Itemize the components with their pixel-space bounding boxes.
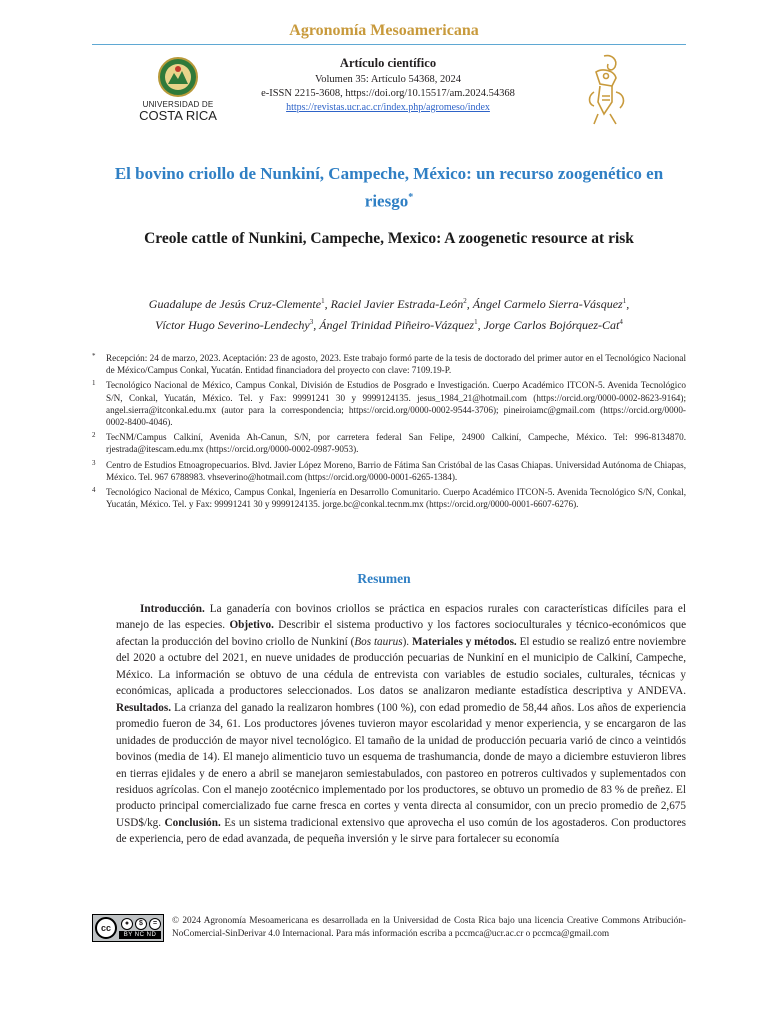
author-name: Ángel Trinidad Piñeiro-Vázquez [319,318,475,332]
university-logo [138,56,218,124]
author-name: Víctor Hugo Severino-Lendechy [155,318,310,332]
title-footnote-mark: * [408,192,414,203]
article-title-es [92,162,686,214]
article-title-en: Creole cattle of Nunkini, Campeche, Mexico: A zoogenetic resource at risk [144,230,634,247]
affiliation-item [92,459,686,483]
university-name-line1: UNIVERSIDAD DE [142,100,214,109]
header-rule [92,44,686,45]
affiliation-item [92,486,686,510]
author-name: Guadalupe de Jesús Cruz-Clemente [148,297,322,311]
results-label: Resultados. [116,701,172,714]
affiliation-mark: 4 [92,486,96,495]
journal-name: Agronomía Mesoamericana [289,22,479,39]
affiliation-text: TecNM/Campus Calkiní, Avenida Ah-Canun, S/N, por carretera federal San Felipe, 24900 Calkiní, Campeche, México. Tel: 996-8134870. rjestrada@itescam.edu.mx (https://orcid.org/0000-0002-0987-9053). [106,432,686,455]
affiliation-footnotes [92,352,686,513]
nc-icon: $ [135,918,147,930]
author-affil-mark: 3 [309,318,314,326]
affiliation-item [92,352,686,376]
affiliation-text: Recepción: 24 de marzo, 2023. Aceptación: 23 de agosto, 2023. Este trabajo formó parte de la tesis de doctorado del primer autor en el Tecnológico Nacional de México/Campus Conkal, Yucatán. Entidad financiadora del proyecto con clave: 7109.19-P. [106,353,686,376]
author-name: Raciel Javier Estrada-León [330,297,464,311]
mesoamerican-glyph-icon [582,52,632,126]
author-affil-mark: 2 [463,297,467,305]
author-affil-mark: 1 [622,297,627,305]
university-name-line2: COSTA RICA [139,108,217,123]
university-seal-icon [138,56,218,100]
affiliation-text: Tecnológico Nacional de México, Campus Conkal, Ingeniería en Desarrollo Comunitario. Cuerpo Académico ITCON-5. Avenida Tecnológico S/N, Conkal, Yucatán, México. Tel. y Fax: 99991241 30 y 9999124135. jorge.bc@conkal.tecnm.mx (https://orcid.org/0000-0001-6607-6276). [106,487,686,510]
methods-text: El estudio se realizó entre noviembre del 2020 a octubre del 2021, en nueve unidades de producción pecuarias de Nunkiní en el municipio de Calkiní, Campeche, México. La información se obtuvo de una cédula de entrevista con variables de estudio sociales, culturales, técnicas y económicas, aplicada a productores seleccionados. Los datos se analizaron mediante estadística descriptiva y ANDEVA. [116,635,686,698]
conclusion-label: Conclusión. [164,816,221,829]
volume-info: Volumen 35: Artículo 54368, 2024 [315,74,461,85]
title-es-text: El bovino criollo de Nunkiní, Campeche, México: un recurso zoogenético en riesgo [114,164,664,211]
journal-url-link[interactable]: https://revistas.ucr.ac.cr/index.php/agromeso/index [286,102,490,113]
author-affil-mark: 4 [619,318,623,326]
cc-terms-bar: BY NC ND [119,931,161,939]
cc-logo-icon: cc [95,917,117,939]
issn-doi: e-ISSN 2215-3608, https://doi.org/10.15517/am.2024.54368 [261,88,515,99]
author-name: Jorge Carlos Bojórquez-Cat [483,318,620,332]
nd-icon: = [149,918,161,930]
species-name: Bos taurus [354,635,403,648]
license-text: © 2024 Agronomía Mesoamericana es desarrollada en la Universidad de Costa Rica bajo una licencia Creative Commons Atribución-NoComercial-SinDerivar 4.0 Internacional. Para más información escriba a pccmca@ucr.ac.cr o pccmca@gmail.com [172,916,686,939]
author-affil-mark: 1 [321,297,325,305]
affiliation-mark: 2 [92,431,96,440]
affiliation-mark: 3 [92,458,96,467]
article-info [218,56,558,114]
journal-logo [582,52,632,126]
abstract-heading: Resumen [357,571,411,586]
author-affil-mark: 1 [474,318,478,326]
objective-text-end: ). [402,635,410,648]
intro-text: La ganadería con bovinos criollos se práctica en espacios rurales con características difíciles para el manejo de las especies. [116,603,686,632]
methods-label: Materiales y métodos. [411,635,517,648]
affiliation-text: Tecnológico Nacional de México, Campus Conkal, División de Estudios de Posgrado e Investigación. Cuerpo Académico ITCON-5. Avenida Tecnológico S/N, Conkal, Yucatán, México. Tel. y Fax: 99991241 30 y 9999124135. jesus_1984_21@hotmail.com (https://orcid.org/0000-0002-8623-9164); angel.sierra@itconkal.edu.mx (autor para la correspondencia; https://orcid.org/0000-0002-9544-3706); pineiroiamc@gmail.com (https://orcid.org/0000-0002-8400-4046). [106,380,686,428]
results-text: La crianza del ganado la realizaron hombres (100 %), con edad promedio de 58,44 años. Los años de experiencia promedio fueron de 34, 61. Los productores jóvenes tuvieron mayor escolaridad y menor experiencia, y se encargaron de las unidades de producción de mayor nivel tecnológico. El tamaño de la unidad de producción pecuaria varió de cinco a veintidós bovinos (media de 14). El manejo alimenticio tuvo un esquema de trashumancia, donde de mayo a diciembre estuvieron libres en tierras ejidales y de enero a abril se manejaron semiestabulados, con pastoreo en potreros cultivados y suplementados con residuos agrícolas. Con el manejo zootécnico implementado por los productores, se obtuvo un promedio de 83 % de preñez. El producto principal comercializado fue carne fresca en cortes y venta directa al consumidor, con un precio promedio de 2,675 USD$/kg. [116,701,686,829]
author-list: Guadalupe de Jesús Cruz-Clemente$^1$, Raciel Javier Estrada-León$^2$, Ángel Carmelo Sierra-Vásquez$^1$, Víctor Hugo Severino-Lendechy$^3$, Ángel Trinidad Piñeiro-Vázquez$^1$, Jorge Carlos Bojórquez-Cat$^4$ [148,297,630,332]
license-footer [92,914,686,944]
affiliation-text: Centro de Estudios Etnoagropecuarios. Blvd. Javier López Moreno, Barrio de Fátima San Cristóbal de las Casas Chiapas. Universidad Autónoma de Chiapas, México. Tel. 967 6788983. vhseverino@hotmail.com (https://orcid.org/0000-0001-6265-1384). [106,459,686,482]
objective-label: Objetivo. [229,619,274,632]
article-type: Artículo científico [339,56,437,70]
conclusion-text: Es un sistema tradicional extensivo que aprovecha el uso común de los agostaderos. Con productores de experiencia, pero de edad avanzada, de pequeña inversión y le sirve para fortalecer su economía [116,816,686,846]
affiliation-item [92,379,686,428]
affiliation-mark: 1 [92,379,96,388]
by-icon: ● [121,918,133,930]
affiliation-item [92,431,686,455]
affiliation-mark: * [92,352,96,360]
abstract-body [116,601,686,863]
creative-commons-badge[interactable] [92,914,164,942]
objective-text: Describir el sistema productivo y los factores socioculturales y técnico-económicos que afectan la producción del bovino criollo de Nunkiní ( [116,619,686,648]
intro-label: Introducción. [140,603,205,615]
author-name: Ángel Carmelo Sierra-Vásquez [472,297,623,311]
